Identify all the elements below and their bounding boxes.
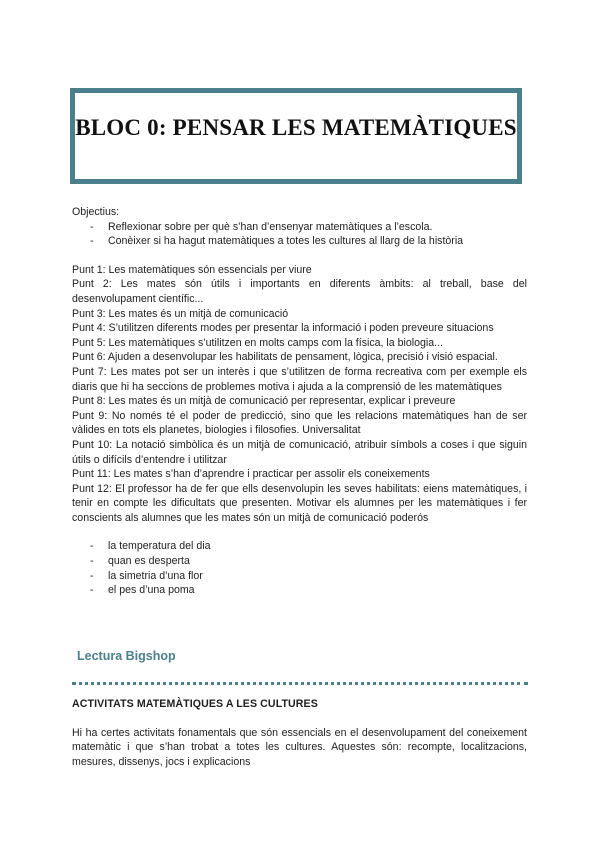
point-item: Punt 4: S’utilitzen diferents modes per presentar la informació i poden preveure situacions: [72, 322, 494, 335]
point-item: Punt 11: Les mates s’han d’aprendre i practicar per assolir els coneixements: [72, 468, 430, 481]
cultures-paragraph: Hi ha certes activitats fonamentals que són essencials en el desenvolupament del coneixement matemàtic i que s’han trobat a totes les cultures. Aquestes són: recompte, localitzacions, mesures, dissenys, jocs i explicacions: [72, 726, 527, 768]
point-item: Punt 8: Les mates és un mitjà de comunicació per representar, explicar i preveure: [72, 395, 456, 408]
point-item: Punt 1: Les matemàtiques són essencials per viure: [72, 263, 312, 276]
objective-item: - Conèixer si ha hagut matemàtiques a totes les cultures al llarg de la història: [72, 234, 527, 249]
cultures-heading: ACTIVITATS MATEMÀTIQUES A LES CULTURES: [72, 698, 318, 710]
example-item: - quan es desperta: [72, 554, 527, 569]
objectives-list: [72, 220, 527, 249]
lectura-heading: Lectura Bigshop: [77, 649, 176, 663]
point-item: Punt 5: Les matemàtiques s’utilitzen en molts camps com la física, la biologia...: [72, 336, 443, 349]
point-item: Punt 12: El professor ha de fer que ells desenvolupin les seves habilitats: eiens matemàtiques, i tenir en compte les dificultats que presenten. Motivar els alumnes per les matemàtiques i fer conscients als alumnes que les mates són un mitjà de comunicació poderós: [72, 482, 527, 524]
main-content: [72, 205, 527, 598]
point-item: Punt 9: No només té el poder de predicció, sino que les relacions matemàtiques han de ser vàlides en tots els planetes, biologies i filosofies. Universalitat: [72, 409, 527, 437]
example-item: - el pes d’una poma: [72, 583, 527, 598]
objective-item: - Reflexionar sobre per què s’han d’ensenyar matemàtiques a l’escola.: [72, 220, 527, 235]
title-box: [70, 88, 522, 184]
point-item: Punt 3: Les mates és un mitjà de comunicació: [72, 307, 289, 320]
point-item: Punt 10: La notació simbòlica és un mitjà de comunicació, atribuir símbols a coses i que siguin útils o difícils d’entendre i utilitzar: [72, 438, 527, 466]
page-title: BLOC 0: PENSAR LES MATEMÀTIQUES: [75, 115, 517, 140]
examples-list: [72, 539, 527, 597]
dotted-divider: [72, 682, 528, 685]
objectives-label: Objectius:: [72, 206, 120, 218]
cultures-section: [72, 697, 527, 769]
point-item: Punt 7: Les mates pot ser un interès i que s’utilitzen de forma recreativa com per exemple els diaris que hi ha seccions de problemes motiva i ajuda a la comprensió de les matemàtiques: [72, 365, 527, 393]
point-item: Punt 6: Ajuden a desenvolupar les habilitats de pensament, lògica, precisió i visió espacial.: [72, 351, 498, 364]
point-item: Punt 2: Les mates són útils i importants en diferents àmbits: al treball, base del desenvolupament científic...: [72, 278, 527, 305]
example-item: - la temperatura del dia: [72, 539, 527, 554]
example-item: - la simetria d’una flor: [72, 569, 527, 584]
